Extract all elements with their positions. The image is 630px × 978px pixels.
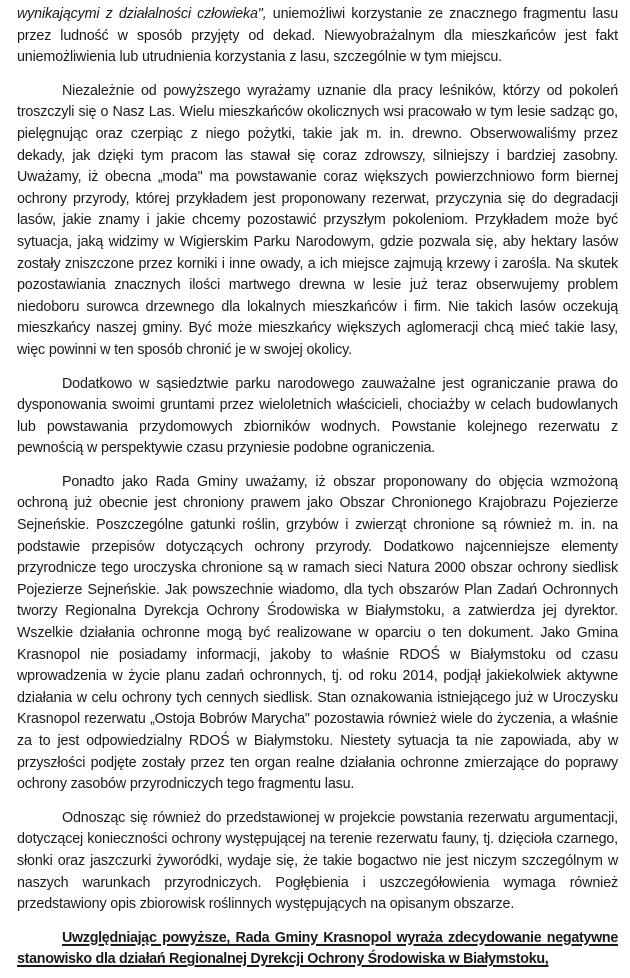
- italic-quote-end: wynikającymi z działalności człowieka",: [17, 6, 267, 22]
- paragraph-3: Dodatkowo w sąsiedztwie parku narodowego zauważalne jest ograniczanie prawa do dysponowania swoimi gruntami przez wieloletnich właścicieli, chociażby w celach budowlanych lub powstawania przydomowych zbiorników wodnych. Powstanie kolejnego rezerwatu z pewnością w perspektywie czasu przyniesie podobne ograniczenia.: [17, 375, 618, 457]
- paragraph-4: Ponadto jako Rada Gminy uważamy, iż obszar proponowany do objęcia wzmożoną ochroną już obecnie jest chroniony prawem jako Obszar Chronionego Krajobrazu Pojezierze Sejneńskie. Poszczególne gatunki roślin, grzybów i zwierząt chronione są również m. in. na podstawie przepisów dotyczących ochrony przyrody. Dodatkowo najcenniejsze elementy przyrodnicze tego uroczyska chronione są w ramach sieci Natura 2000 obszar ochrony siedlisk Pojezierze Sejneńskie. Jak powszechnie wiadomo, dla tych obszarów Plan Zadań Ochronnych tworzy Regionalna Dyrekcja Ochrony Środowiska w Białymstoku, a zatwierdza jej dyrektor. Wszelkie działania ochronne mogą być realizowane w oparciu o ten dokument. Jako Gmina Krasnopol nie posiadamy informacji, jakoby to właśnie RDOŚ w Białymstoku od czasu wprowadzenia w życie planu zadań ochronnych, tj. od roku 2014, podjął jakiekolwiek aktywne działania w celu ochrony tych cennych siedlisk. Stan oznakowania istniejącego już w Uroczysku Krasnopol rezerwatu „Ostoja Bobrów Marycha" pozostawia również wiele do życzenia, a właśnie za to jest odpowiedzialny RDOŚ w Białymstoku. Niestety sytuacja ta nie zapowiada, aby w przyszłości podjęte zostały przez ten organ realne działania ochronne zmierzające do poprawy ochrony zasobów przyrodniczych tego fragmentu lasu.: [17, 473, 618, 793]
- paragraph-2: Niezależnie od powyższego wyrażamy uznanie dla pracy leśników, którzy od pokoleń troszczyli się o Nasz Las. Wielu mieszkańców okolicznych wsi pracowało w tym lesie sadząc go, pielęgnując oraz czerpiąc z niego pożytki, takie jak m. in. drewno. Obserwowaliśmy przez dekady, jak dzięki tym pracom las stawał się coraz zdrowszy, silniejszy i bardziej zasobny. Uważamy, iż obecna „moda" ma powstawanie coraz większych powierzchniowo form biernej ochrony przyrody, której przykładem jest proponowany rezerwat, przyczynia się do degradacji lasów, jakie znamy i jakie chcemy pozostawić przyszłym pokoleniom. Przykładem może być sytuacja, jaką widzimy w Wigierskim Parku Narodowym, gdzie pozwala się, aby hektary lasów zostały zniszczone przez korniki i inne owady, a ich miejsce zajmują krzewy i zarośla. Na skutek pozostawiania znacznych ilości martwego drewna w lesie już teraz obserwujemy problem niedoboru surowca drzewnego dla lokalnych mieszkańców i firm. Nie takich lasów oczekują mieszkańcy naszej gminy. Być może mieszkańcy większych aglomeracji chcą mieć takie lasy, więc powinni w ten sposób chronić je w swojej okolicy.: [17, 82, 618, 358]
- paragraph-5: Odnosząc się również do przedstawionej w projekcie powstania rezerwatu argumentacji, dotyczącej konieczności ochrony występującej na terenie rezerwatu fauny, tj. dzięcioła czarnego, słonki oraz jaszczurki żyworódki, wydaje się, że takie bogactwo nie jest niczym szczególnym w naszych warunkach przyrodniczych. Pogłębienia i uszczegółowienia wymaga również przedstawiony opis zbiorowisk roślinnych występujących na opisanym obszarze.: [17, 809, 618, 913]
- conclusion-paragraph: Uwzględniając powyższe, Rada Gminy Krasnopol wyraża zdecydowanie negatywne stanowisko dla działań Regionalnej Dyrekcji Ochrony Środowiska w Białymstoku,: [17, 929, 618, 968]
- document-page: [17, 4, 618, 978]
- paragraph-1: [17, 4, 618, 69]
- paragraph-1-text: uniemożliwi korzystanie ze znacznego fragmentu lasu przez ludność w sposób przyjęty od dekad. Niewyobrażalnym dla mieszkańców jest fakt uniemożliwienia lub utrudnienia korzystania z lasu, szczególnie w tym miejscu.: [17, 6, 618, 66]
